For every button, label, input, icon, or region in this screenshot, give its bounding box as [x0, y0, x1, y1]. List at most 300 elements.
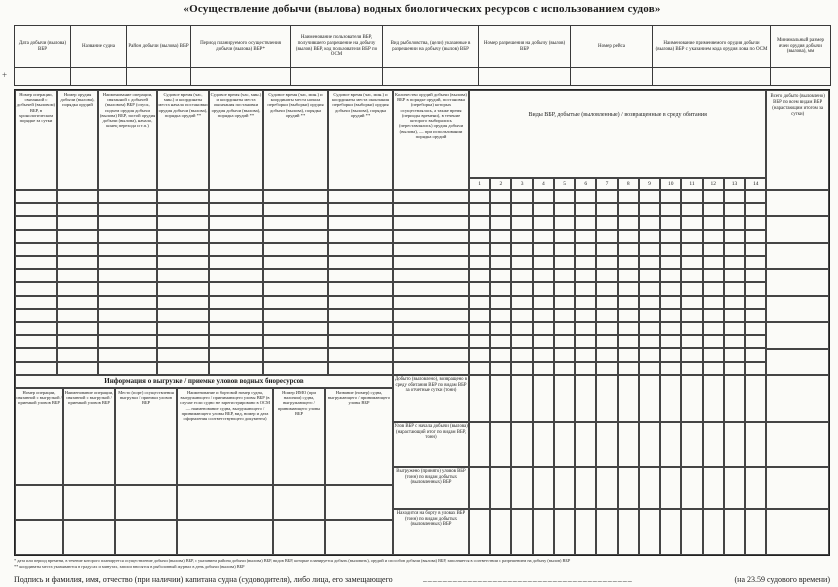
- grid-cell: [177, 520, 273, 555]
- grid-cell: [681, 322, 702, 335]
- operations-section: [15, 90, 469, 555]
- grid-cell: [681, 422, 702, 467]
- grid-cell: [618, 296, 639, 309]
- grid-cell: [575, 362, 596, 375]
- grid-cell: [766, 296, 829, 322]
- grid-cell: [724, 335, 745, 348]
- grid-cell: [511, 335, 532, 348]
- grid-cell: [469, 243, 490, 256]
- grid-cell: [157, 322, 209, 335]
- grid-cell: [15, 362, 57, 375]
- grid-cell: [618, 203, 639, 216]
- grid-cell: [98, 269, 157, 282]
- grid-cell: [618, 335, 639, 348]
- grid-cell: [639, 322, 660, 335]
- grid-cell: [157, 296, 209, 309]
- grid-cell: [511, 322, 532, 335]
- grid-cell: [511, 509, 532, 555]
- grid-cell: [575, 243, 596, 256]
- grid-cell: [157, 216, 209, 229]
- grid-cell: [745, 230, 766, 243]
- signature-line: __________________________________________: [422, 573, 633, 583]
- grid-cell: [681, 296, 702, 309]
- grid-cell: [469, 230, 490, 243]
- grid-cell: [57, 282, 98, 295]
- voyage-header-user: Наименование пользователя ВБР, получившего разрешение на добычу (вылов) ВБР, код пользователя ВБР по ОСМ: [291, 26, 383, 68]
- grid-cell: [469, 348, 490, 361]
- summary-row-label: Улов ВБР с начала добычи (вылова) (нарастающий итог по видам ВБР, тонн): [393, 422, 469, 467]
- grid-cell: [745, 322, 766, 335]
- grid-cell: [469, 216, 490, 229]
- grid-cell: [724, 243, 745, 256]
- grid-cell: [639, 216, 660, 229]
- grid-cell: [393, 309, 469, 322]
- voyage-header-period: Период планируемого осуществления добычи (вылова) ВБР*: [191, 26, 291, 68]
- grid-cell: [157, 256, 209, 269]
- grid-cell: [533, 190, 554, 203]
- grid-cell: [660, 203, 681, 216]
- grid-cell: [15, 230, 57, 243]
- grid-cell: [469, 256, 490, 269]
- grid-cell: [596, 296, 617, 309]
- grid-cell: [209, 348, 263, 361]
- grid-cell: [639, 256, 660, 269]
- grid-cell: [490, 256, 511, 269]
- grid-cell: [745, 256, 766, 269]
- grid-cell: [745, 362, 766, 375]
- grid-cell: [554, 243, 575, 256]
- grid-cell: [703, 509, 724, 555]
- grid-cell: [533, 203, 554, 216]
- grid-cell: [766, 322, 829, 348]
- grid-cell: [618, 309, 639, 322]
- grid-cell: [660, 296, 681, 309]
- grid-cell: [639, 422, 660, 467]
- grid-cell: [490, 509, 511, 555]
- grid-cell: [328, 216, 393, 229]
- grid-cell: [157, 190, 209, 203]
- grid-cell: [681, 216, 702, 229]
- grid-cell: [575, 216, 596, 229]
- grid-cell: [533, 230, 554, 243]
- voyage-info-table: [14, 25, 831, 86]
- grid-cell: [745, 203, 766, 216]
- grid-cell: [209, 203, 263, 216]
- grid-cell: [639, 190, 660, 203]
- grid-cell: [511, 256, 532, 269]
- grid-cell: [263, 230, 328, 243]
- grid-cell: [273, 485, 325, 520]
- signature-suffix: (на 23.59 судового времени): [734, 574, 830, 584]
- grid-cell: [745, 509, 766, 555]
- grid-cell: [745, 243, 766, 256]
- grid-cell: [57, 256, 98, 269]
- grid-cell: [63, 520, 115, 555]
- grid-cell: [745, 467, 766, 509]
- grid-cell: [660, 230, 681, 243]
- grid-cell: [469, 335, 490, 348]
- grid-cell: [393, 256, 469, 269]
- voyage-header-permit-number: Номер разрешения на добычу (вылов) ВБР: [479, 26, 571, 68]
- grid-cell: [533, 375, 554, 422]
- summary-row-label: Выгружено (принято) уловов ВБР (тонн) по видам добытых (выловленных) ВБР: [393, 467, 469, 509]
- grid-cell: [703, 190, 724, 203]
- grid-cell: [511, 375, 532, 422]
- species-body-grid: [469, 190, 766, 375]
- grid-cell: [724, 203, 745, 216]
- catch-operations-table: [14, 89, 830, 556]
- grid-cell: [393, 335, 469, 348]
- grid-cell: [490, 296, 511, 309]
- species-number-cell: 12: [703, 178, 724, 190]
- signature-label: Подпись и фамилия, имя, отчество (при наличии) капитана судна (судоводителя), либо лица, его замещающего: [14, 574, 393, 584]
- operation-name-header: Наименование операции, связанной с добычей (выловом) ВБР (спуск, подъем орудия добычи (вылова) ВБР, застой орудия добычи (вылова), начало, конец перехода и т.п.): [98, 90, 157, 190]
- grid-cell: [618, 509, 639, 555]
- grid-cell: [57, 348, 98, 361]
- grid-cell: [554, 282, 575, 295]
- grid-cell: [703, 296, 724, 309]
- grid-cell: [703, 348, 724, 361]
- species-number-cell: 3: [511, 178, 532, 190]
- grid-cell: [469, 509, 490, 555]
- voyage-empty-cell: [771, 68, 831, 86]
- grid-cell: [533, 243, 554, 256]
- grid-cell: [703, 203, 724, 216]
- grid-cell: [618, 322, 639, 335]
- grid-cell: [724, 348, 745, 361]
- grid-cell: [703, 282, 724, 295]
- grid-cell: [639, 296, 660, 309]
- grid-cell: [15, 256, 57, 269]
- grid-cell: [209, 309, 263, 322]
- grid-cell: [328, 203, 393, 216]
- species-columns-section: [469, 90, 766, 555]
- grid-cell: [618, 269, 639, 282]
- grid-cell: [639, 203, 660, 216]
- grid-cell: [511, 422, 532, 467]
- grid-cell: [328, 362, 393, 375]
- grid-cell: [533, 348, 554, 361]
- grid-cell: [325, 485, 393, 520]
- species-number-cell: 11: [681, 178, 702, 190]
- voyage-empty-cell: [127, 68, 191, 86]
- grid-cell: [263, 203, 328, 216]
- grid-cell: [263, 190, 328, 203]
- unload-title: Информация о выгрузке / приемке уловов водных биоресурсов: [15, 375, 393, 388]
- grid-cell: [575, 335, 596, 348]
- grid-cell: [533, 362, 554, 375]
- grid-cell: [660, 190, 681, 203]
- grid-cell: [209, 362, 263, 375]
- grid-cell: [681, 230, 702, 243]
- grid-cell: [328, 309, 393, 322]
- grid-cell: [263, 282, 328, 295]
- grid-cell: [393, 296, 469, 309]
- grid-cell: [745, 282, 766, 295]
- grid-cell: [57, 190, 98, 203]
- grid-cell: [618, 190, 639, 203]
- grid-cell: [703, 467, 724, 509]
- grid-cell: [263, 309, 328, 322]
- grid-cell: [469, 269, 490, 282]
- grid-cell: [575, 467, 596, 509]
- unload-info-table: [15, 375, 393, 555]
- grid-cell: [724, 309, 745, 322]
- grid-cell: [533, 335, 554, 348]
- grid-cell: [263, 216, 328, 229]
- grid-cell: [469, 190, 490, 203]
- grid-cell: [209, 322, 263, 335]
- grid-cell: [703, 422, 724, 467]
- voyage-header-fishery-type: Вид рыболовства, (цели) указанные в разрешении на добычу (вылов) ВБР: [383, 26, 479, 68]
- grid-cell: [766, 216, 829, 242]
- grid-cell: [393, 203, 469, 216]
- grid-cell: [703, 322, 724, 335]
- grid-cell: [660, 422, 681, 467]
- grid-cell: [15, 203, 57, 216]
- grid-cell: [745, 190, 766, 203]
- species-number-cell: 7: [596, 178, 617, 190]
- grid-cell: [618, 422, 639, 467]
- grid-cell: [533, 309, 554, 322]
- grid-cell: [724, 296, 745, 309]
- total-caught-header: Всего добыто (выловлено) ВБР по всем видам ВБР (нарастающим итогом за сутки): [766, 90, 829, 190]
- grid-cell: [660, 375, 681, 422]
- grid-cell: [681, 335, 702, 348]
- grid-cell: [209, 282, 263, 295]
- grid-cell: [745, 422, 766, 467]
- grid-cell: [469, 296, 490, 309]
- voyage-header-mesh-size: Минимальный размер ячеи орудия добычи (вылова), мм: [771, 26, 831, 68]
- grid-cell: [115, 520, 177, 555]
- grid-cell: [639, 467, 660, 509]
- grid-cell: [703, 243, 724, 256]
- grid-cell: [639, 243, 660, 256]
- grid-cell: [660, 282, 681, 295]
- species-number-cell: 4: [533, 178, 554, 190]
- grid-cell: [766, 467, 829, 509]
- grid-cell: [766, 349, 829, 375]
- grid-cell: [98, 230, 157, 243]
- grid-cell: [639, 230, 660, 243]
- grid-cell: [660, 256, 681, 269]
- grid-cell: [328, 335, 393, 348]
- grid-cell: [328, 243, 393, 256]
- grid-cell: [681, 256, 702, 269]
- grid-cell: [57, 362, 98, 375]
- grid-cell: [575, 282, 596, 295]
- grid-cell: [575, 348, 596, 361]
- grid-cell: [724, 216, 745, 229]
- grid-cell: [596, 190, 617, 203]
- species-number-row: [469, 178, 766, 190]
- grid-cell: [745, 309, 766, 322]
- unload-op-name-header: Наименование операции, связанной с выгрузкой / приемкой уловов ВБР: [63, 388, 115, 485]
- grid-cell: [596, 348, 617, 361]
- voyage-empty-cell: [15, 68, 71, 86]
- grid-cell: [209, 190, 263, 203]
- grid-cell: [98, 203, 157, 216]
- total-summary-grid: [766, 375, 829, 555]
- grid-cell: [703, 309, 724, 322]
- grid-cell: [596, 509, 617, 555]
- species-summary-grid: [469, 375, 766, 555]
- grid-cell: [57, 309, 98, 322]
- grid-cell: [490, 269, 511, 282]
- grid-cell: [554, 348, 575, 361]
- grid-cell: [15, 309, 57, 322]
- grid-cell: [328, 269, 393, 282]
- fishing-journal-page: [14, 0, 830, 584]
- grid-cell: [533, 269, 554, 282]
- grid-cell: [575, 509, 596, 555]
- grid-cell: [618, 216, 639, 229]
- grid-cell: [15, 269, 57, 282]
- grid-cell: [724, 509, 745, 555]
- grid-cell: [639, 375, 660, 422]
- grid-cell: [554, 335, 575, 348]
- grid-cell: [618, 282, 639, 295]
- grid-cell: [575, 422, 596, 467]
- grid-cell: [681, 269, 702, 282]
- grid-cell: [469, 282, 490, 295]
- grid-cell: [681, 309, 702, 322]
- grid-cell: [490, 190, 511, 203]
- grid-cell: [596, 362, 617, 375]
- grid-cell: [681, 375, 702, 422]
- grid-cell: [660, 269, 681, 282]
- grid-cell: [596, 256, 617, 269]
- grid-cell: [575, 322, 596, 335]
- grid-cell: [554, 230, 575, 243]
- grid-cell: [511, 309, 532, 322]
- grid-cell: [490, 348, 511, 361]
- species-number-cell: 2: [490, 178, 511, 190]
- grid-cell: [393, 269, 469, 282]
- grid-cell: [511, 203, 532, 216]
- total-column-section: [766, 90, 829, 555]
- grid-cell: [511, 348, 532, 361]
- grid-cell: [533, 296, 554, 309]
- voyage-header-vessel: Название судна: [71, 26, 127, 68]
- grid-cell: [596, 309, 617, 322]
- grid-cell: [209, 296, 263, 309]
- grid-cell: [263, 322, 328, 335]
- grid-cell: [393, 282, 469, 295]
- grid-cell: [554, 190, 575, 203]
- grid-cell: [57, 322, 98, 335]
- species-number-cell: 8: [618, 178, 639, 190]
- grid-cell: [209, 256, 263, 269]
- grid-cell: [575, 375, 596, 422]
- grid-cell: [596, 335, 617, 348]
- footnote-2: ** координаты места указываются в градусах и минутах, записи вносятся в рыболовный журнал в день добычи (вылова) ВБР: [14, 563, 245, 569]
- grid-cell: [325, 520, 393, 555]
- grid-cell: [511, 243, 532, 256]
- species-number-cell: 6: [575, 178, 596, 190]
- voyage-empty-cell: [653, 68, 771, 86]
- grid-cell: [596, 243, 617, 256]
- grid-cell: [660, 243, 681, 256]
- species-caught-header: Виды ВБР, добытые (выловленные) / возвращенные в среду обитания: [469, 90, 766, 178]
- grid-cell: [618, 348, 639, 361]
- grid-cell: [533, 282, 554, 295]
- grid-cell: [639, 348, 660, 361]
- grid-cell: [681, 467, 702, 509]
- summary-row-label: Добыто (выловлено), возвращено в среду обитания ВБР по видам ВБР за отчетные сутки (тонн): [393, 375, 469, 422]
- grid-cell: [554, 203, 575, 216]
- grid-cell: [639, 309, 660, 322]
- grid-cell: [554, 322, 575, 335]
- time-start-setting-header: Судовое время (час, мин.) и координаты места начала постановки орудия добычи (вылова), порядка орудий **: [157, 90, 209, 190]
- grid-cell: [57, 230, 98, 243]
- grid-cell: [511, 230, 532, 243]
- grid-cell: [393, 243, 469, 256]
- unload-place-header: Место (порт) осуществления выгрузки / приемки уловов ВБР: [115, 388, 177, 485]
- grid-cell: [15, 282, 57, 295]
- grid-cell: [703, 335, 724, 348]
- species-number-cell: 5: [554, 178, 575, 190]
- grid-cell: [15, 520, 63, 555]
- voyage-empty-cell: [383, 68, 479, 86]
- voyage-empty-cell: [291, 68, 383, 86]
- grid-cell: [469, 203, 490, 216]
- species-number-cell: 10: [660, 178, 681, 190]
- gear-count-header: Количество орудий добычи (вылова) ВБР в порядке орудий, постановка (переборка) которых осуществлялась, а также время (периоды времени), в течение которого выбирались (переставлялись) орудия добычи (вылова), — при использовании порядка орудий: [393, 90, 469, 190]
- grid-cell: [575, 230, 596, 243]
- grid-cell: [618, 256, 639, 269]
- grid-cell: [263, 362, 328, 375]
- grid-cell: [209, 335, 263, 348]
- grid-cell: [575, 203, 596, 216]
- footnotes: [14, 558, 830, 570]
- voyage-empty-cell: [571, 68, 653, 86]
- grid-cell: [554, 296, 575, 309]
- unload-imo-header: Номер ИМО (при наличии) судна, выгружающего / принимающего уловы ВБР: [273, 388, 325, 485]
- grid-cell: [157, 203, 209, 216]
- grid-cell: [98, 190, 157, 203]
- grid-cell: [618, 243, 639, 256]
- grid-cell: [469, 322, 490, 335]
- voyage-empty-cell: [479, 68, 571, 86]
- grid-cell: [328, 348, 393, 361]
- grid-cell: [724, 322, 745, 335]
- grid-cell: [157, 230, 209, 243]
- punch-mark: +: [2, 70, 8, 80]
- grid-cell: [490, 309, 511, 322]
- grid-cell: [724, 230, 745, 243]
- grid-cell: [263, 256, 328, 269]
- grid-cell: [554, 269, 575, 282]
- grid-cell: [745, 348, 766, 361]
- grid-cell: [575, 190, 596, 203]
- grid-cell: [209, 269, 263, 282]
- species-number-cell: 1: [469, 178, 490, 190]
- grid-cell: [724, 467, 745, 509]
- grid-cell: [554, 309, 575, 322]
- grid-cell: [618, 362, 639, 375]
- grid-cell: [511, 216, 532, 229]
- grid-cell: [15, 190, 57, 203]
- grid-cell: [511, 282, 532, 295]
- grid-cell: [57, 243, 98, 256]
- grid-cell: [618, 230, 639, 243]
- operation-number-header: Номер операции, связанной с добычей (выловом) ВБР, в хронологическом порядке за сутки: [15, 90, 57, 190]
- grid-cell: [639, 269, 660, 282]
- grid-cell: [660, 216, 681, 229]
- grid-cell: [575, 296, 596, 309]
- grid-cell: [766, 190, 829, 216]
